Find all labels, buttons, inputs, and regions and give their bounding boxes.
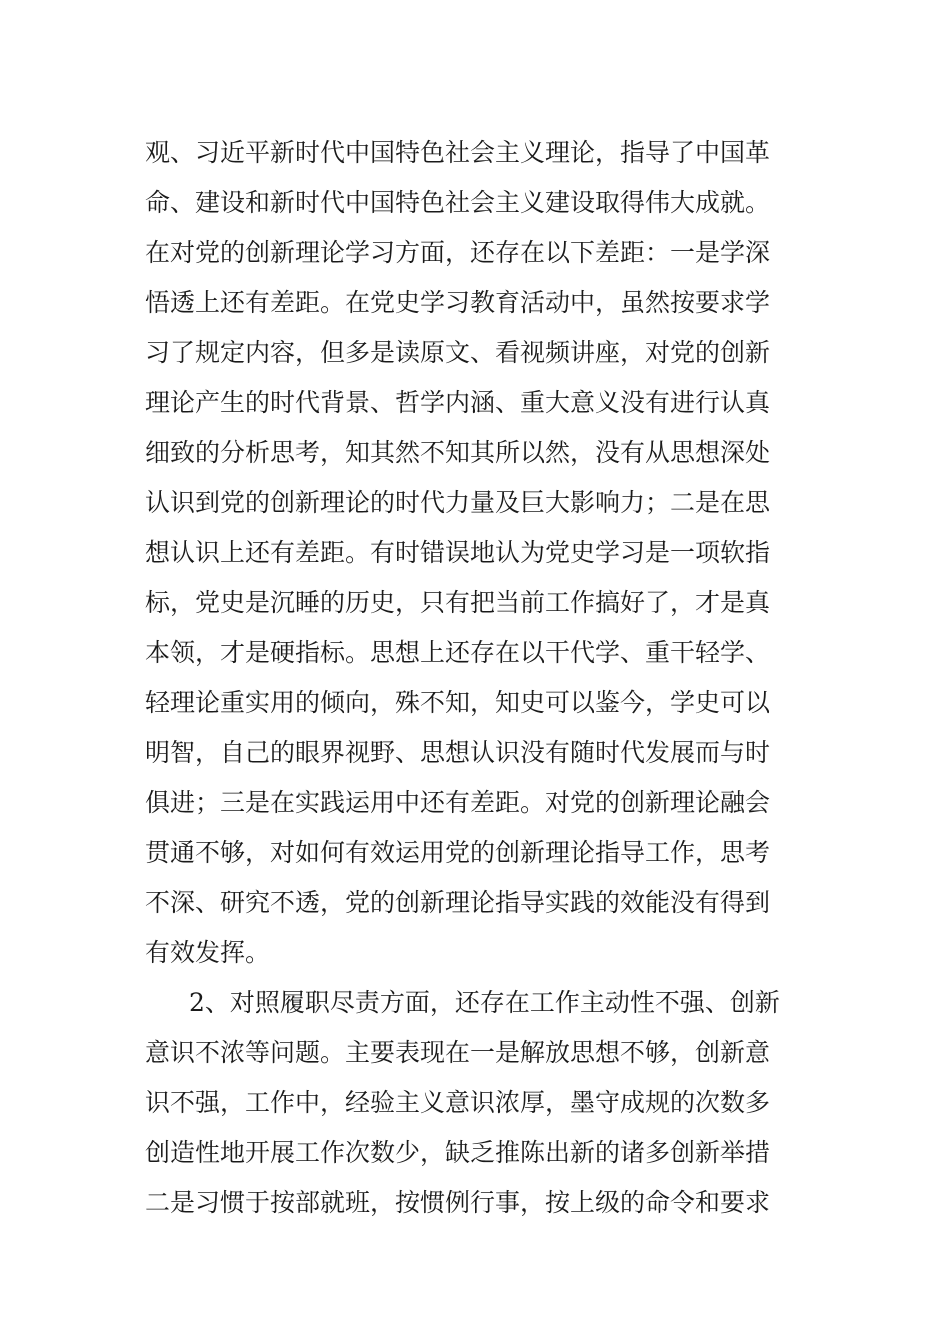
text-line: 有效发挥。: [145, 938, 271, 967]
text-line: 不深、研究不透，党的创新理论指导实践的效能没有得到: [145, 888, 771, 917]
text-line: 细致的分析思考，知其然不知其所以然，没有从思想深处: [145, 438, 771, 467]
text-line: 俱进；三是在实践运用中还有差距。对党的创新理论融会: [145, 788, 771, 817]
text-line: 认识到党的创新理论的时代力量及巨大影响力；二是在思: [145, 488, 771, 517]
text-line: 创造性地开展工作次数少，缺乏推陈出新的诸多创新举措: [145, 1138, 771, 1167]
text-line: 本领，才是硬指标。思想上还存在以干代学、重干轻学、: [145, 638, 771, 667]
text-line: 想认识上还有差距。有时错误地认为党史学习是一项软指: [145, 538, 771, 567]
text-line: 识不强，工作中，经验主义意识浓厚，墨守成规的次数多: [145, 1088, 771, 1117]
text-line: 贯通不够，对如何有效运用党的创新理论指导工作，思考: [145, 838, 771, 867]
text-line: 轻理论重实用的倾向，殊不知，知史可以鉴今，学史可以: [145, 688, 771, 717]
text-line: 意识不浓等问题。主要表现在一是解放思想不够，创新意: [145, 1038, 771, 1067]
text-line: 明智，自己的眼界视野、思想认识没有随时代发展而与时: [145, 738, 771, 767]
text-line: 观、习近平新时代中国特色社会主义理论，指导了中国革: [145, 138, 771, 167]
text-line: 习了规定内容，但多是读原文、看视频讲座，对党的创新: [145, 338, 771, 367]
document-body: [145, 128, 815, 1228]
text-line: 悟透上还有差距。在党史学习教育活动中，虽然按要求学: [145, 288, 771, 317]
text-line: 二是习惯于按部就班，按惯例行事，按上级的命令和要求: [145, 1188, 771, 1217]
paragraph-start-line: 2、对照履职尽责方面，还存在工作主动性不强、创新: [189, 988, 780, 1017]
text-line: 命、建设和新时代中国特色社会主义建设取得伟大成就。: [145, 188, 771, 217]
text-line: 标，党史是沉睡的历史，只有把当前工作搞好了，才是真: [145, 588, 771, 617]
text-line: 理论产生的时代背景、哲学内涵、重大意义没有进行认真: [145, 388, 771, 417]
text-line: 在对党的创新理论学习方面，还存在以下差距：一是学深: [145, 238, 771, 267]
